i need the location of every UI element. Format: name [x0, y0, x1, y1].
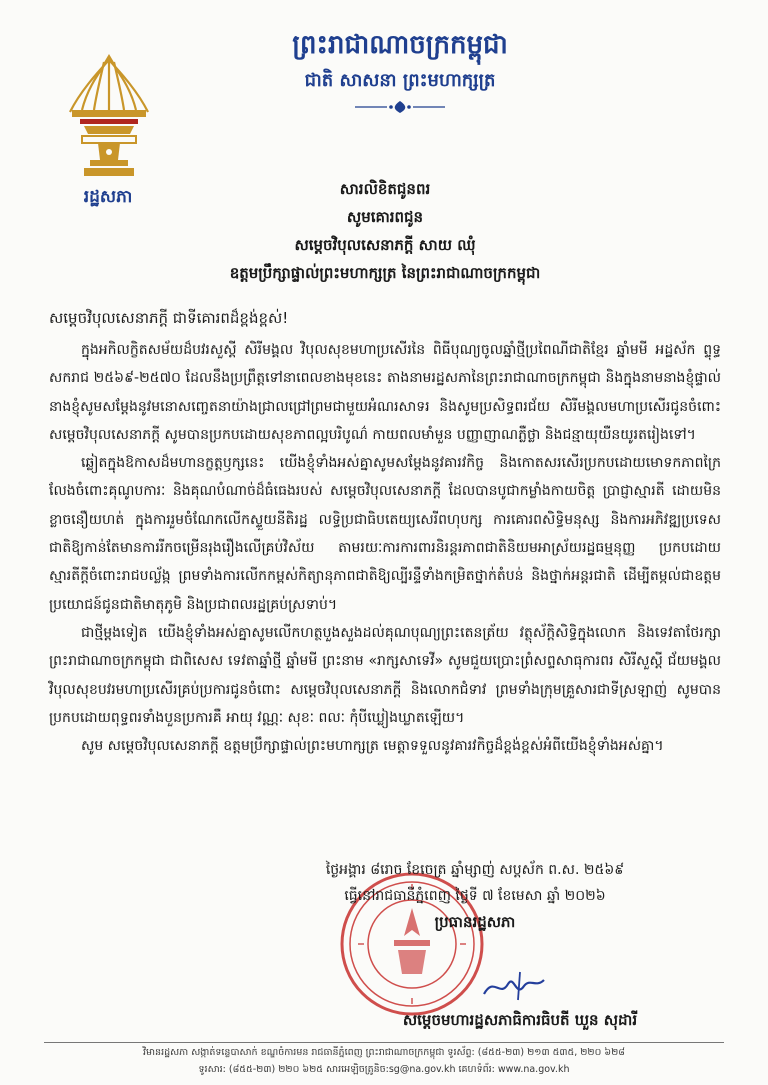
footer-contact	[44, 1044, 724, 1078]
letter-body	[49, 336, 721, 760]
institution-label: រដ្ឋសភា	[83, 187, 133, 207]
footer-divider	[44, 1042, 724, 1043]
salutation: សម្តេចវិបុលសេនាភក្តី ជាទីគោរពដ៏ខ្ពង់ខ្ពស់!	[49, 309, 289, 327]
body-paragraph-2: ឆ្លៀតក្នុងឱកាសដ៏មហានក្ខត្តឫក្សនេះ យើងខ្ញុំទាំងអស់គ្នាសូមសម្តែងនូវគារវកិច្ច និងកោតសរសើរប្រកបដោយមោទកភាពក្រៃលែងចំពោះគុណូបការៈ និងគុណបំណាច់ដ៏ធំធេងរបស់ សម្តេចវិបុលសេនាភក្តី ដែលបានបូជាកម្លាំងកាយចិត្ត ប្រាជ្ញាស្មារតី ដោយមិនខ្លាចនឿយហត់ ក្នុងការរួមចំណែកលើកស្ទួយនីតិរដ្ឋ លទ្ធិប្រជាធិបតេយ្យសេរីពហុបក្ស ការគោរពសិទ្ធិមនុស្ស និងការអភិវឌ្ឍប្រទេសជាតិឱ្យកាន់តែមានការរីកចម្រើនរុងរឿងលើគ្រប់វិស័យ តាមរយៈការការពារនិរន្តរភាពជាតិនិយមអាស្រ័យរដ្ឋធម្មនុញ្ញ ប្រកបដោយស្មារតីក្តីចំពោះរាជបល្ល័ង្ក ព្រមទាំងការលើកកម្ពស់កិត្យានុភាពជាតិឱ្យល្បីរន្ទឺទាំងកម្រិតថ្នាក់តំបន់ និងថ្នាក់អន្តរជាតិ ដើម្បីតម្កល់ជាឧត្តមប្រយោជន៍ជូនជាតិមាតុភូមិ និងប្រជាពលរដ្ឋគ្រប់ស្រទាប់។	[49, 455, 721, 613]
place-and-date: ធ្វើនៅរាជធានីភ្នំពេញ ថ្ងៃទី ៧ ខែមេសា ឆ្នាំ ២០២៦	[344, 888, 606, 904]
letter-titles	[40, 175, 730, 287]
signatory-role: ប្រធានរដ្ឋសភា	[434, 913, 516, 931]
national-assembly-emblem-icon	[60, 52, 158, 182]
handwritten-signature-icon	[478, 968, 548, 1004]
footer-address: វិមានរដ្ឋសភា សង្កាត់ទន្លេបាសាក់ ខណ្ឌចំការមន រាជធានីភ្នំពេញ ព្រះរាជាណាចក្រកម្ពុជា ទូរស័ព្ទ: (៨៥៥-២៣) ២១៣ ៥៣៥, ២២០ ៦២៨	[143, 1047, 625, 1058]
letter-type-title: សារលិខិតជូនពរ	[339, 180, 431, 198]
addressee-title: ឧត្តមប្រឹក្សាផ្ទាល់ព្រះមហាក្សត្រ នៃព្រះរាជាណាចក្រកម្ពុជា	[229, 264, 541, 282]
footer-fax-email-web: ទូរសារ: (៨៥៥-២៣) ២២០ ៦២៥ សារអេឡិចត្រូនិច:sg@na.gov.kh គេហទំព័រ: www.na.gov.kh	[198, 1064, 570, 1075]
tacteing-ornament-icon	[345, 100, 455, 114]
national-motto: ជាតិ សាសនា ព្រះមហាក្សត្រ	[304, 70, 496, 91]
body-paragraph-1: ក្នុងអកិលក្ខិតសម័យដ៏បវរសួស្តី សិរីមង្គល វិបុលសុខមហាប្រសើរនៃ ពិធីបុណ្យចូលឆ្នាំថ្មីប្រពៃណីជាតិខ្មែរ ឆ្នាំមមី អដ្ឋស័ក ព្ទុទ្ធសករាជ ២៥៦៩-២៥៧០ ដែលនឹងប្រព្រឹត្តទៅនាពេលខាងមុខនេះ តាងនាមរដ្ឋសភានៃព្រះរាជាណាចក្រកម្ពុជា និងក្នុងនាមនាងខ្ញុំផ្ទាល់ នាងខ្ញុំសូមសម្តែងនូវមនោសញ្ចេតនាយ៉ាងជ្រាលជ្រៅព្រមជាមួយអំណរសាទរ និងសូមប្រសិទ្ធពរជ័យ សិរីមង្គលមហាប្រសើរជូនចំពោះ សម្តេចវិបុលសេនាភក្តី សូមបានប្រកបដោយសុខភាពល្អបរិបូណ៌ កាយពលមាំមួន បញ្ញាញាណភ្លឺថ្លា និងជន្មាយុយឺនយូរតរៀងទៅ។	[49, 342, 721, 443]
addressee-intro: សូមគោរពជូន	[346, 208, 424, 226]
signatory-name: សម្តេចមហារដ្ឋសភាធិការធិបតី ឃួន សុដារី	[402, 1011, 638, 1029]
body-paragraph-4: សូម សម្តេចវិបុលសេនាភក្តី ឧត្តមប្រឹក្សាផ្ទាល់ព្រះមហាក្សត្រ មេត្តាទទួលនូវគារវកិច្ចដ៏ខ្ពង់ខ្ពស់អំពីយើងខ្ញុំទាំងអស់គ្នា។	[81, 738, 664, 755]
addressee-name: សម្តេចវិបុលសេនាភក្តី សាយ ឈុំ	[294, 236, 476, 254]
lunar-date: ថ្ងៃអង្គារ ៨រោច ខែចេត្រ ឆ្នាំម្សាញ់ សប្តស័ក ព.ស. ២៥៦៩	[325, 862, 625, 878]
body-paragraph-3: ជាថ្មីម្តងទៀត យើងខ្ញុំទាំងអស់គ្នាសូមលើកហត្ថបួងសួងដល់គុណបុណ្យព្រះតេនត្រ័យ វត្ថុស័ក្តិសិទ្ធិក្នុងលោក និងទេវតាថែរក្សាព្រះរាជាណាចក្រកម្ពុជា ជាពិសេស ទេវតាឆ្នាំថ្មី ឆ្នាំមមី ព្រះនាម «រាក្សសាទេវី» សូមជួយប្រោះព្រំសព្ទសាធុការពរ សិរីសួស្តី ជ័យមង្គល វិបុលសុខបវរមហាប្រសើរគ្រប់ប្រការជូនចំពោះ សម្តេចវិបុលសេនាភក្តី និងលោកជំទាវ ព្រមទាំងក្រុមគ្រួសារជាទីស្រឡាញ់ សូមបានប្រកបដោយពុទ្ធពរទាំងបួនប្រការគឺ អាយុ វណ្ណៈ សុខៈ ពលៈ កុំបីឃ្លៀងឃ្លាតឡើយ។	[49, 624, 721, 726]
kingdom-heading: ព្រះរាជាណាចក្រកម្ពុជា	[292, 30, 508, 60]
closing-block	[310, 857, 640, 935]
